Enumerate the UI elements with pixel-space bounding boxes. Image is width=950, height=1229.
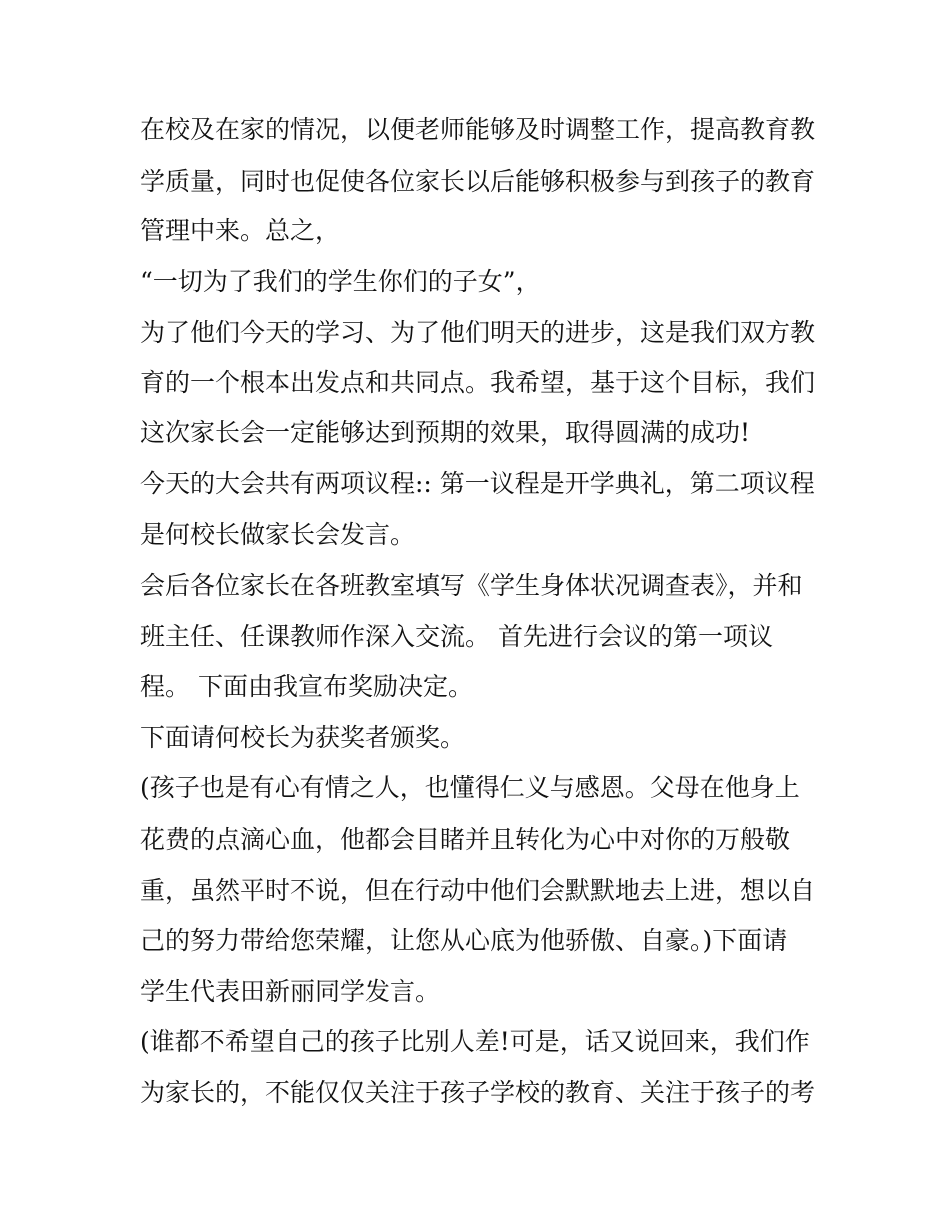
text-line: 是何校长做家长会发言。	[140, 520, 416, 549]
text-line: 下面请何校长为获奖者颁奖。	[140, 723, 466, 752]
text-line: 会后各位家长在各班教室填写《学生身体状况调查表》，并和	[140, 571, 803, 600]
text-line: 管理中来。总之，	[140, 216, 341, 245]
text-line: 为了他们今天的学习、为了他们明天的进步，这是我们双方教	[140, 318, 816, 347]
text-line: 程。 下面由我宣布奖励决定。	[140, 672, 473, 701]
text-line: 为家长的，不能仅仅关注于孩子学校的教育、关注于孩子的考	[140, 1078, 816, 1107]
text-line: 育的一个根本出发点和共同点。我希望，基于这个目标，我们	[140, 368, 816, 397]
text-line: 学质量，同时也促使各位家长以后能够积极参与到孩子的教育	[140, 167, 816, 196]
text-line: 在校及在家的情况，以便老师能够及时调整工作，提高教育教	[140, 115, 816, 144]
text-line: 己的努力带给您荣耀，让您从心底为他骄傲、自豪。)下面请	[140, 926, 788, 955]
text-line: 重，虽然平时不说，但在行动中他们会默默地去上进，想以自	[140, 876, 816, 905]
text-line: 今天的大会共有两项议程:: 第一议程是开学典礼，第二项议程	[140, 469, 815, 498]
text-line: (孩子也是有心有情之人，也懂得仁义与感恩。父母在他身上	[140, 773, 800, 802]
text-line: (谁都不希望自己的孩子比别人差!可是，话又说回来，我们作	[140, 1027, 810, 1056]
text-line: 班主任、任课教师作深入交流。 首先进行会议的第一项议	[140, 622, 773, 651]
text-line: 花费的点滴心血，他都会目睹并且转化为心中对你的万般敬	[140, 825, 791, 854]
text-line: 学生代表田新丽同学发言。	[140, 977, 441, 1006]
text-line: 这次家长会一定能够达到预期的效果，取得圆满的成功!	[140, 418, 751, 447]
text-line: “一切为了我们的学生你们的子女”，	[140, 267, 541, 296]
